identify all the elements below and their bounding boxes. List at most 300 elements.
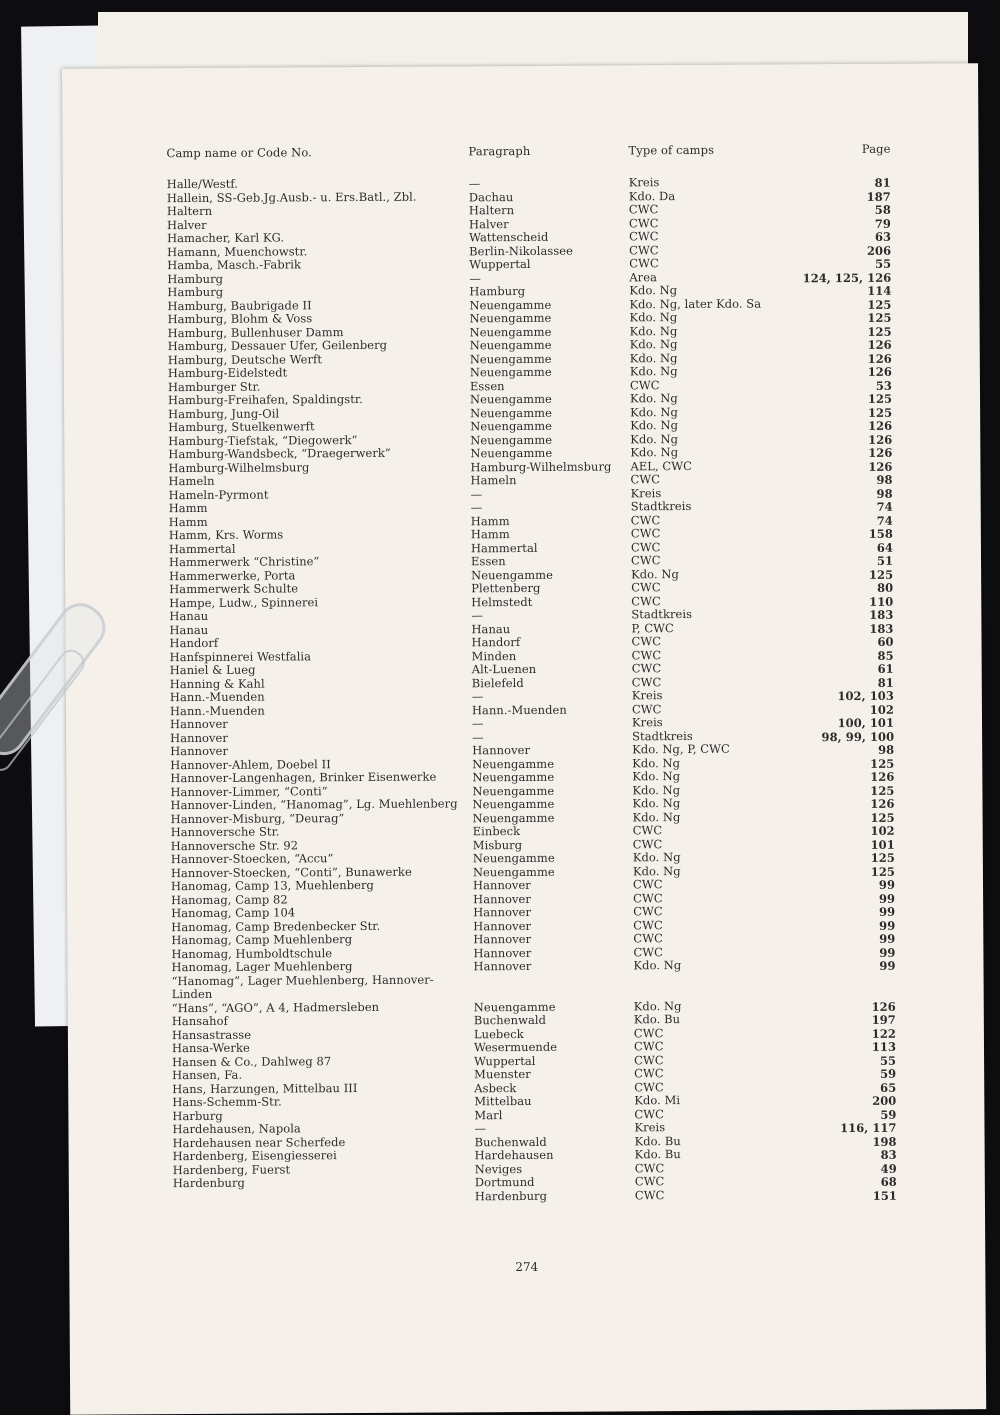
page-ref: 125 [870,810,895,825]
camp-name: Hamburg [167,271,224,286]
page-ref: 183 [869,621,894,636]
page-ref: 122 [871,1026,896,1041]
paragraph: Hamburg [469,283,526,299]
camp-type: Kdo. Bu [634,1147,681,1162]
paragraph: — [470,486,483,501]
page-ref: 125 [867,297,892,312]
camp-name: “Hans”, “AGO”, A 4, Hadmersleben [171,999,380,1015]
camp-name: Handorf [169,635,219,651]
camp-type: Kreis [630,485,662,500]
paragraph: Neuengamme [471,567,553,582]
camp-type: Kreis [634,1120,666,1135]
camp-type: Kdo. Ng [629,323,678,338]
camp-type: Kdo. Ng [633,958,682,973]
page-ref: 98 [876,472,893,487]
camp-type: CWC [631,701,662,716]
page-ref: 102 [869,702,894,717]
camp-name: Hampe, Ludw., Spinnerei [169,594,319,610]
camp-name: Hannover [170,730,228,745]
page-ref: 198 [872,1134,897,1149]
paragraph: Hanau [471,621,511,636]
paragraph: Helmstedt [471,594,533,609]
camp-name: Hansahof [171,1013,228,1029]
camp-type: CWC [631,661,662,676]
paragraph: Wesermuende [473,1039,558,1055]
camp-name: Hansen, Fa. [172,1067,243,1083]
camp-name: Hanomag, Humboldtschule [171,945,333,961]
camp-type: Kdo. Ng [632,769,681,784]
paragraph: Essen [470,554,506,569]
camp-name: Harburg [172,1108,223,1123]
paragraph: — [471,689,484,704]
paragraph: Handorf [471,635,521,650]
camp-type: Kdo. Ng [629,310,678,325]
paragraph: Hardenburg [474,1188,548,1203]
camp-name: Hamburg [167,284,224,300]
camp-name: Hamburg, Stuelkenwerft [168,419,315,435]
page-ref: 99 [878,891,896,906]
camp-name: Hamm [168,500,208,516]
page-ref: 126 [871,999,896,1014]
camp-name: Hammerwerke, Porta [169,567,296,583]
camp-name: Hannover-Stoecken, “Accu” [170,851,334,867]
page-ref: 158 [868,526,893,541]
camp-type: CWC [634,1066,664,1081]
paragraph: Hannover [473,958,532,974]
camp-name: Hansastrasse [171,1027,252,1042]
page-ref: 187 [866,189,891,204]
page-ref: 125 [870,783,895,798]
paragraph: Essen [469,378,505,393]
paragraph: Hannover [473,904,532,920]
camp-name: Hamburg, Jung-Oil [168,405,280,421]
camp-name: Hamburg-Freihafen, Spaldingstr. [167,391,363,408]
camp-type: CWC [634,1174,665,1189]
page-number: 274 [515,1259,539,1275]
paragraph: — [474,1121,487,1136]
camp-type: CWC [631,580,661,595]
camp-name: Hannover-Stoecken, “Conti”, Bunawerke [170,864,412,880]
page-ref: 51 [876,553,894,568]
camp-name: Hannover-Langenhagen, Brinker Eisenwerke [170,769,437,786]
camp-type: CWC [634,1106,665,1121]
camp-name: Hanning & Kahl [169,676,265,691]
page-ref: 53 [875,378,892,393]
camp-type: Kdo. Ng [632,782,681,797]
camp-type: CWC [633,890,663,905]
camp-name: Hamburg, Deutsche Werft [167,351,323,367]
camp-type: Kdo. Bu [634,1133,681,1148]
page-ref: 126 [867,351,892,366]
paragraph: Hammertal [470,540,538,555]
page-ref: 126 [868,418,893,433]
camp-type: Kdo. Da [628,188,676,203]
camp-name: Hanau [169,622,209,637]
page-ref: 113 [871,1039,897,1054]
camp-type: CWC [628,215,659,230]
paragraph: Neuengamme [470,405,552,420]
camp-type: Area [629,269,658,284]
page-ref: 99 [879,918,896,933]
paragraph: Neuengamme [469,351,552,366]
paragraph: Bielefeld [471,675,524,690]
paragraph: Marl [474,1107,503,1122]
page-ref: 99 [879,931,896,946]
page-ref: 99 [878,877,896,892]
paragraph: Wuppertal [469,256,531,272]
camp-type: CWC [628,202,659,217]
camp-type: Kreis [631,688,663,703]
camp-name: Hans, Harzungen, Mittelbau III [172,1080,358,1096]
camp-name: Hanau [169,608,209,624]
page-ref: 61 [877,661,894,676]
page-ref: 81 [877,675,894,690]
header-page: Page [861,141,891,156]
camp-name: Hanomag, Camp Muehlenberg [171,932,353,948]
camp-type: Kdo. Ng, later Kdo. Sa [629,296,762,311]
camp-name: Hansa-Werke [171,1040,250,1056]
paragraph: Berlin-Nikolassee [469,243,574,258]
camp-name: Hamburg, Baubrigade II [167,297,312,313]
camp-type: Kdo. Ng [632,755,681,770]
paragraph: Neuengamme [469,310,552,326]
page-ref: 102, 103 [837,688,894,704]
paragraph: Hannover [473,931,532,947]
camp-name: Hardenberg, Eisengiesserei [172,1148,337,1164]
camp-name: Hanomag, Lager Muehlenberg [171,959,353,975]
camp-name: Hannover-Ahlem, Doebel II [170,756,331,772]
camp-name: Hameln-Pyrmont [168,487,269,502]
paragraph: — [471,716,484,731]
camp-type: Kdo. Ng [630,418,679,433]
page-ref: 125 [868,567,894,582]
page-ref: 126 [870,796,895,811]
page-ref: 125 [867,324,892,339]
page-ref: 55 [879,1053,897,1068]
camp-type: Stadtkreis [631,606,693,622]
paragraph: Neuengamme [469,337,552,353]
camp-name: Hamburg, Blohm & Voss [167,311,313,327]
paragraph: Plettenberg [471,580,541,596]
camp-type: Kdo. Ng [632,850,681,865]
camp-name: Hammertal [168,541,236,556]
page-ref: 124, 125, 126 [802,270,892,285]
camp-type: CWC [633,931,663,946]
camp-type: CWC [631,674,662,689]
camp-type: Kdo. Ng [630,431,679,446]
document-page [62,63,986,1415]
camp-type: CWC [633,904,663,919]
paragraph: Hamburg-Wilhelmsburg [470,458,612,474]
page-ref: 126 [870,769,895,784]
page-ref: 126 [867,337,892,352]
camp-name: Hanomag, Camp 13, Muehlenberg [170,877,374,894]
page-ref: 183 [869,607,894,622]
paragraph: Neuengamme [472,756,555,771]
paragraph: Hannover [472,742,531,758]
paragraph: Neuengamme [469,391,552,407]
paragraph: — [471,608,483,623]
camp-type: Kdo. Ng [629,391,678,406]
paragraph: Neviges [474,1161,523,1176]
camp-name: Hardenburg [172,1175,245,1191]
page-ref: 49 [880,1161,897,1176]
camp-name: Hardehausen, Napola [172,1121,301,1137]
page-ref: 99 [879,958,896,973]
camp-name: Haltern [166,203,213,219]
page-ref: 98 [878,742,895,757]
camp-type: CWC [629,377,660,392]
camp-name: Hans-Schemm-Str. [172,1094,282,1110]
camp-type: CWC [634,1079,664,1094]
paragraph: Neuengamme [473,999,556,1014]
page-ref: 74 [876,513,893,528]
camp-name: Hamba, Masch.-Fabrik [167,257,302,273]
camp-table [63,173,985,1205]
camp-type: Kdo. Ng [632,796,681,811]
camp-type: CWC [631,647,662,662]
camp-type: CWC [629,242,659,257]
paragraph: Hannover [473,918,532,933]
paragraph: Neuengamme [472,769,555,785]
camp-name: Hannover [170,743,229,759]
paragraph: Buchenwald [474,1134,547,1149]
camp-type: CWC [630,553,661,568]
header-camp-name: Camp name or Code No. [166,145,312,161]
page-ref: 114 [867,283,892,298]
paragraph: Luebeck [473,1026,524,1041]
camp-type: Stadtkreis [630,498,692,514]
paragraph: Misburg [472,837,523,852]
camp-type: CWC [629,256,659,271]
page-ref: 60 [877,634,894,649]
camp-type: CWC [630,539,661,554]
camp-type: CWC [628,229,659,244]
camp-name: Hamann, Muenchowstr. [167,243,308,259]
page-ref: 59 [880,1107,897,1122]
page-ref: 126 [868,445,893,460]
camp-type: Kdo. Ng [630,445,679,460]
camp-name: “Hanomag”, Lager Muehlenberg, Hannover- [171,972,434,988]
paragraph: — [472,729,484,744]
paragraph: Neuengamme [472,810,555,825]
paragraph: Neuengamme [472,864,555,879]
page-ref: 200 [872,1093,897,1108]
page-ref: 58 [874,202,891,217]
camp-name: Halle/Westf. [166,176,238,192]
camp-type: Kreis [631,715,663,730]
camp-type: Kdo. Bu [633,1012,681,1027]
camp-type: CWC [633,917,663,932]
camp-name: Hamacher, Karl KG. [167,230,285,246]
paragraph: Asbeck [474,1080,517,1095]
paragraph: Hamm [470,527,510,542]
camp-name: Hardehausen near Scherfede [172,1134,346,1150]
camp-type: Kdo. Ng, P, CWC [632,741,730,757]
page-ref: 126 [868,432,893,447]
camp-type: Kdo. Ng [629,364,678,379]
camp-type: CWC [632,836,663,851]
page-ref: 125 [870,864,895,879]
camp-name: Hanomag, Camp Bredenbecker Str. [171,918,381,934]
paragraph: — [470,500,483,515]
camp-type: CWC [633,944,664,959]
paragraph: Hannover [473,945,532,960]
camp-name: Hamburg-Wandsbeck, “Draegerwerk” [168,445,391,462]
page-ref: 206 [866,243,892,258]
page-ref: 151 [872,1188,897,1203]
camp-name: Hardenberg, Fuerst [172,1161,291,1177]
camp-name: Halver [166,217,207,232]
camp-type: Kdo. Ng [633,998,682,1013]
camp-type: Kdo. Ng [631,566,679,581]
camp-name: Hannover-Limmer, “Conti” [170,783,328,799]
camp-type: CWC [630,526,661,541]
camp-name: Hammerwerk Schulte [169,581,299,597]
page-ref: 98 [876,486,893,501]
page-ref: 83 [880,1147,897,1162]
camp-name: Hann.-Muenden [169,689,265,705]
camp-name: Hamburger Str. [167,379,261,394]
page-ref: 125 [867,405,893,420]
camp-type: CWC [634,1187,665,1202]
paragraph: Haltern [468,203,515,218]
header-type: Type of camps [628,142,715,158]
page-ref: 125 [867,310,892,325]
camp-name: Hanomag, Camp 104 [171,905,296,921]
camp-type: CWC [631,634,662,649]
camp-name: Hallein, SS-Geb.Jg.Ausb.- u. Ers.Batl., Zbl. [166,189,417,205]
camp-type: Kdo. Ng [629,350,678,365]
paragraph: Neuengamme [470,418,553,434]
paragraph: Neuengamme [472,796,555,812]
camp-type: CWC [632,877,663,892]
camp-name: Hamm, Krs. Worms [168,527,284,543]
paragraph: Hannover [473,891,531,906]
paragraph: Muenster [474,1066,531,1082]
camp-type: P, CWC [631,620,674,635]
camp-name: Hannover-Linden, “Hanomag”, Lg. Muehlenberg [170,796,458,813]
paragraph: Hardehausen [474,1147,554,1163]
camp-type: Kdo. Ng [632,863,681,878]
camp-type: Kdo. Ng [632,809,681,824]
camp-name: Hann.-Muenden [169,703,265,718]
page-ref: 65 [880,1080,897,1095]
camp-name: Hannoversche Str. 92 [170,837,299,853]
paragraph: Wattenscheid [469,229,549,245]
paragraph: Neuengamme [469,364,552,380]
paragraph: Hamm [470,513,510,528]
page-ref: 102 [870,823,895,838]
paragraph: Einbeck [472,824,521,839]
page-ref: 101 [870,837,895,852]
paragraph: Neuengamme [472,783,555,798]
page-ref: 55 [875,256,892,271]
page-ref: 126 [867,364,892,379]
paragraph: Neuengamme [472,850,555,866]
paragraph: — [468,176,481,191]
paragraph: Neuengamme [470,445,553,461]
camp-name: Hameln [168,473,215,489]
paragraph: Dortmund [474,1174,535,1190]
paragraph: — [469,270,481,285]
page-ref: 81 [874,175,891,190]
camp-type: CWC [630,472,661,487]
camp-name: Hannover-Misburg, “Deurag” [170,810,345,826]
page-ref: 98, 99, 100 [821,729,895,744]
paragraph: Hameln [470,473,517,488]
page-ref: 125 [870,756,895,771]
header-paragraph: Paragraph [468,143,531,159]
page-ref: 68 [880,1174,897,1189]
camp-type: CWC [634,1052,664,1067]
camp-type: CWC [630,512,661,527]
paragraph: Alt-Luenen [471,661,537,677]
page-ref: 99 [879,904,896,919]
page-ref: 80 [877,580,894,595]
camp-type: Kdo. Ng [629,337,678,352]
camp-name: Hanomag, Camp 82 [171,891,288,907]
paragraph: Mittelbau [474,1093,532,1109]
paragraph: Wuppertal [474,1053,536,1068]
page-ref: 64 [876,540,893,555]
camp-type: CWC [632,823,663,838]
paragraph: Neuengamme [469,297,552,312]
camp-type: CWC [634,1160,665,1175]
page-ref: 85 [877,648,894,663]
camp-name: Hamm [168,514,208,529]
camp-type: CWC [633,1039,664,1054]
camp-name: Hanfspinnerei Westfalia [169,648,312,664]
camp-name: Hamburg, Bullenhuser Damm [167,324,344,340]
page-ref: 110 [869,594,894,609]
camp-name: Hamburg, Dessauer Ufer, Geilenberg [167,337,388,354]
paragraph: Neuengamme [470,432,553,447]
paragraph: Hannover [472,877,531,893]
camp-name: Hamburg-Eidelstedt [167,365,288,381]
camp-type: Stadtkreis [632,728,693,743]
page-ref: 116, 117 [840,1120,897,1136]
camp-type: CWC [631,593,661,608]
camp-name: Hannoversche Str. [170,824,280,840]
page-ref: 79 [874,216,892,231]
paragraph: Buchenwald [473,1012,547,1028]
page-ref: 99 [879,945,896,960]
camp-type: Kdo. Ng [629,283,678,298]
camp-name: Hansen & Co., Dahlweg 87 [172,1053,332,1069]
paragraph: Minden [471,648,517,663]
page-ref: 125 [867,391,893,406]
camp-type: Kdo. Mi [634,1093,681,1108]
page-ref: 74 [876,499,893,514]
page-ref: 100, 101 [837,715,895,731]
page-ref: 197 [871,1012,896,1027]
paragraph: Dachau [468,189,514,204]
page-ref: 126 [868,459,893,474]
camp-name: Hamburg-Wilhelmsburg [168,459,310,475]
camp-name: Linden [171,986,213,1002]
camp-name: Hammerwerk “Christine” [168,554,320,570]
paragraph: Halver [468,216,509,231]
page-ref: 63 [874,229,892,244]
camp-type: Kreis [628,175,660,190]
paragraph: Hann.-Muenden [471,702,567,717]
page-ref: 125 [870,850,895,865]
camp-type: AEL, CWC [630,458,692,473]
camp-name: Hamburg-Tiefstak, “Diegowerk” [168,432,358,448]
camp-name: Haniel & Lueg [169,662,256,678]
camp-type: CWC [633,1025,664,1040]
